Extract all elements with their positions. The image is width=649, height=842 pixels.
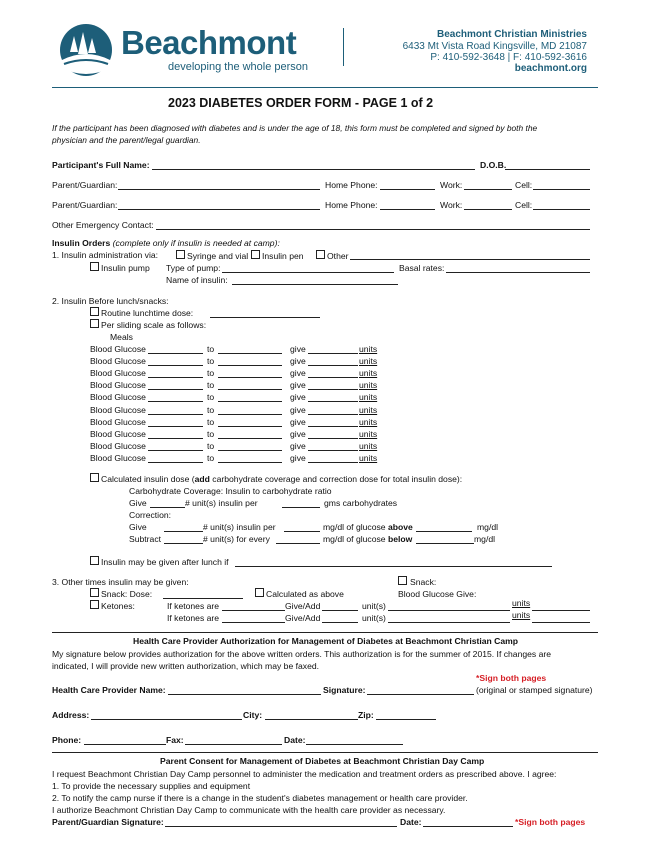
bg-give-label: give: [290, 416, 306, 427]
bg-give-label: give: [290, 440, 306, 451]
bg-to-field[interactable]: [218, 365, 282, 366]
bg-units-field[interactable]: [308, 462, 358, 463]
bg-label: Blood Glucose: [90, 368, 146, 379]
ketone-right-tail-field[interactable]: [532, 610, 590, 611]
bg-to-label: to: [207, 404, 215, 415]
bg-to-field[interactable]: [218, 389, 282, 390]
carb-give-label: Give: [129, 498, 147, 508]
carb-coverage-label: Carbohydrate Coverage: Insulin to carbohydrate ratio: [129, 486, 332, 496]
bg-give-label: give: [290, 368, 306, 379]
bg-units-field[interactable]: [308, 377, 358, 378]
provider-section-rule: [52, 632, 598, 633]
routine-field[interactable]: [210, 317, 320, 318]
address-label: Address:: [52, 710, 90, 720]
bg-to-field[interactable]: [218, 353, 282, 354]
calc-above-label: Calculated as above: [266, 589, 344, 599]
bg-give-label: give: [290, 452, 306, 463]
beachmont-logo-icon: [56, 22, 116, 78]
ketone-units-label: unit(s): [362, 613, 386, 623]
parent-text-1: I request Beachmont Christian Day Camp personnel to administer the medication and treatment orders as prescribed above. I agree:: [52, 769, 557, 779]
work-field-1[interactable]: [464, 189, 512, 190]
home-phone-field-1[interactable]: [380, 189, 435, 190]
bg-units-field[interactable]: [308, 401, 358, 402]
cell-field-2[interactable]: [533, 209, 590, 210]
bg-to-label: to: [207, 428, 215, 439]
corr-below-value-field[interactable]: [416, 543, 474, 544]
bg-to-field[interactable]: [218, 377, 282, 378]
pump-label: Insulin pump: [101, 263, 150, 273]
parent-date-field[interactable]: [423, 826, 513, 827]
calc-above-checkbox[interactable]: [255, 588, 264, 597]
insulin-name-label: Name of insulin:: [166, 275, 228, 285]
work-field-2[interactable]: [464, 209, 512, 210]
syringe-checkbox[interactable]: [176, 250, 185, 259]
parent-item-1: 1. To provide the necessary supplies and equipment: [52, 781, 251, 791]
after-lunch-field[interactable]: [235, 566, 552, 567]
bg-units-field[interactable]: [308, 414, 358, 415]
city-field[interactable]: [265, 719, 358, 720]
for-every-label: # unit(s) for every: [203, 534, 270, 544]
fax-label: Fax:: [166, 735, 184, 745]
bg-from-field[interactable]: [148, 353, 203, 354]
logo-wordmark: Beachmont: [121, 24, 297, 61]
corr-insulin-per-label: # unit(s) insulin per: [203, 522, 276, 532]
snack-dose-checkbox[interactable]: [90, 588, 99, 597]
corr-above-pre: mg/dl of glucose: [323, 522, 388, 532]
bg-to-field[interactable]: [218, 450, 282, 451]
provider-name-label: Health Care Provider Name:: [52, 685, 166, 695]
provider-text-2: indicated, I will provide new written authorization, which may be faxed.: [52, 661, 320, 671]
bg-units-field[interactable]: [308, 389, 358, 390]
org-address: 6433 Mt Vista Road Kingsville, MD 21087: [402, 41, 587, 52]
snack-dose-label: Snack: Dose:: [101, 589, 153, 599]
bg-give-label: give: [290, 404, 306, 415]
corr-below-label: [323, 534, 412, 544]
provider-text-1: My signature below provides authorization for the above written orders. This authorization is for the summer of 2015. If changes are: [52, 649, 552, 659]
bg-label: Blood Glucose: [90, 344, 146, 354]
provider-name-field[interactable]: [168, 694, 321, 695]
bg-label: Blood Glucose: [90, 452, 146, 463]
corr-above-glucose-field[interactable]: [284, 531, 320, 532]
snack-bg-give-label: Blood Glucose Give:: [398, 589, 477, 599]
admin-label: 1. Insulin administration via:: [52, 250, 159, 260]
ketone-units-field[interactable]: [322, 610, 358, 611]
pen-label: Insulin pen: [262, 251, 304, 261]
org-website: beachmont.org: [514, 63, 587, 74]
address-field[interactable]: [91, 719, 242, 720]
corr-give-units-field[interactable]: [164, 531, 203, 532]
bg-to-field[interactable]: [218, 414, 282, 415]
home-phone-field-2[interactable]: [380, 209, 435, 210]
bg-to-label: to: [207, 392, 215, 403]
header-divider: [343, 28, 344, 66]
other-field[interactable]: [350, 259, 590, 260]
bg-give-label: give: [290, 392, 306, 403]
emergency-field[interactable]: [156, 229, 590, 230]
other-checkbox[interactable]: [316, 250, 325, 259]
subtract-units-field[interactable]: [164, 543, 203, 544]
after-lunch-checkbox[interactable]: [90, 556, 99, 565]
ketone-units-field[interactable]: [322, 622, 358, 623]
bg-from-field[interactable]: [148, 401, 203, 402]
give-add-label: Give/Add: [285, 613, 321, 623]
basal-label: Basal rates:: [399, 263, 445, 273]
dob-field[interactable]: [505, 169, 590, 170]
corr-below-pre: mg/dl of glucose: [323, 534, 388, 544]
basal-field[interactable]: [446, 272, 590, 273]
pen-checkbox[interactable]: [251, 250, 260, 259]
bg-to-field[interactable]: [218, 438, 282, 439]
ketone-right-field[interactable]: [398, 622, 510, 623]
bg-to-label: to: [207, 440, 215, 451]
bg-to-label: to: [207, 416, 215, 427]
calc-label-post: carbohydrate coverage and correction dose for total insulin dose):: [209, 474, 463, 484]
cell-label-2: Cell:: [515, 200, 533, 210]
if-ketones-label: If ketones are: [167, 601, 220, 611]
home-phone-label-2: Home Phone:: [325, 200, 378, 210]
orig-stamp-note: (original or stamped signature): [476, 685, 593, 695]
snack-right-checkbox[interactable]: [398, 576, 407, 585]
if-ketones-label: If ketones are: [167, 613, 220, 623]
corr-above-label: [323, 522, 413, 532]
give-add-label: Give/Add: [285, 601, 321, 611]
corr-above-word: above: [387, 522, 413, 532]
parent-signature-label: Parent/Guardian Signature:: [52, 817, 164, 827]
header-rule: [52, 87, 598, 88]
org-name: Beachmont Christian Ministries: [436, 29, 587, 40]
sliding-checkbox[interactable]: [90, 319, 99, 328]
bg-units-label: units: [359, 404, 378, 415]
bg-label: Blood Glucose: [90, 404, 146, 415]
pump-type-label: Type of pump:: [166, 263, 221, 273]
bg-give-label: give: [290, 380, 306, 391]
carb-units-per-label: # unit(s) insulin per: [185, 498, 258, 508]
guardian-label-1: Parent/Guardian:: [52, 180, 118, 190]
zip-field[interactable]: [376, 719, 436, 720]
tagline: developing the whole person: [168, 61, 309, 73]
meals-label: Meals: [110, 332, 133, 342]
guardian-label-2: Parent/Guardian:: [52, 200, 118, 210]
calc-label-pre: Calculated insulin dose (: [101, 474, 195, 484]
bg-units-field[interactable]: [308, 438, 358, 439]
phone-field[interactable]: [84, 744, 166, 745]
corr-above-value-field[interactable]: [416, 531, 472, 532]
bg-label: Blood Glucose: [90, 392, 146, 403]
bg-from-field[interactable]: [148, 414, 203, 415]
insulin-name-field[interactable]: [232, 284, 398, 285]
carb-grams-field[interactable]: [282, 507, 320, 508]
insulin-heading-note: (complete only if insulin is needed at camp):: [112, 238, 280, 248]
bg-units-label: units: [359, 392, 378, 403]
subtract-label: Subtract: [129, 534, 162, 544]
parent-heading: Parent Consent for Management of Diabetes at Beachmont Christian Day Camp: [160, 756, 485, 766]
ketone-right-tail-field[interactable]: [532, 622, 590, 623]
provider-date-field[interactable]: [306, 744, 403, 745]
bg-from-field[interactable]: [148, 438, 203, 439]
bg-units-field[interactable]: [308, 365, 358, 366]
bg-units-label: units: [359, 356, 378, 367]
bg-units-field[interactable]: [308, 450, 358, 451]
ketones-checkbox[interactable]: [90, 600, 99, 609]
provider-date-label: Date:: [284, 735, 306, 745]
ketone-right-units: units: [512, 610, 531, 620]
parent-sign-both: *Sign both pages: [515, 817, 586, 827]
other-label: Other: [327, 251, 349, 261]
bg-from-field[interactable]: [148, 389, 203, 390]
routine-checkbox[interactable]: [90, 307, 99, 316]
cell-field-1[interactable]: [533, 189, 590, 190]
home-phone-label-1: Home Phone:: [325, 180, 378, 190]
bg-units-field[interactable]: [308, 426, 358, 427]
emergency-label: Other Emergency Contact:: [52, 220, 154, 230]
bg-to-label: to: [207, 356, 215, 367]
bg-label: Blood Glucose: [90, 380, 146, 391]
bg-to-field[interactable]: [218, 426, 282, 427]
corr-give-label: Give: [129, 522, 147, 532]
guardian-field-1[interactable]: [118, 189, 320, 190]
city-label: City:: [243, 710, 263, 720]
bg-units-label: units: [359, 416, 378, 427]
ketone-extra-field[interactable]: [388, 622, 398, 623]
insulin-heading-row: [52, 238, 280, 248]
phone-label: Phone:: [52, 735, 82, 745]
bg-to-label: to: [207, 344, 215, 354]
pump-type-field[interactable]: [222, 272, 394, 273]
insulin-heading: Insulin Orders: [52, 238, 111, 248]
intro-line-2: physician and the parent/legal guardian.: [52, 135, 201, 145]
bg-label: Blood Glucose: [90, 416, 146, 427]
ketone-level-field[interactable]: [222, 610, 285, 611]
provider-heading: Health Care Provider Authorization for Management of Diabetes at Beachmont Christian Camp: [133, 636, 519, 646]
ketone-units-label: unit(s): [362, 601, 386, 611]
bg-units-label: units: [359, 344, 378, 354]
provider-signature-label: Signature:: [323, 685, 366, 695]
bg-from-field[interactable]: [148, 462, 203, 463]
bg-from-field[interactable]: [148, 377, 203, 378]
ketone-level-field[interactable]: [222, 622, 285, 623]
calc-checkbox[interactable]: [90, 473, 99, 482]
bg-units-label: units: [359, 452, 378, 463]
bg-to-label: to: [207, 452, 215, 463]
bg-to-field[interactable]: [218, 462, 282, 463]
cell-label-1: Cell:: [515, 180, 533, 190]
bg-to-label: to: [207, 368, 215, 379]
participant-name-field[interactable]: [152, 169, 475, 170]
bg-label: Blood Glucose: [90, 428, 146, 439]
zip-label: Zip:: [358, 710, 374, 720]
parent-item-2: 2. To notify the camp nurse if there is a change in the student's diabetes management or health care provider.: [52, 793, 468, 803]
parent-text-3: I authorize Beachmont Christian Day Camp to communicate with the health care provider as necessary.: [52, 805, 446, 815]
pump-checkbox[interactable]: [90, 262, 99, 271]
form-title: 2023 DIABETES ORDER FORM - PAGE 1 of 2: [168, 96, 434, 110]
snack-dose-field[interactable]: [163, 598, 243, 599]
fax-field[interactable]: [185, 744, 282, 745]
routine-label: Routine lunchtime dose:: [101, 308, 194, 318]
carb-units-field[interactable]: [150, 507, 185, 508]
bg-label: Blood Glucose: [90, 356, 146, 367]
bg-give-label: give: [290, 428, 306, 439]
subtract-glucose-field[interactable]: [276, 543, 320, 544]
bg-from-field[interactable]: [148, 426, 203, 427]
work-label-2: Work:: [440, 200, 463, 210]
guardian-field-2[interactable]: [118, 209, 320, 210]
org-phones: P: 410-592-3648 | F: 410-592-3616: [430, 52, 587, 63]
calc-label: [101, 474, 462, 484]
correction-label: Correction:: [129, 510, 172, 520]
ketones-label: Ketones:: [101, 601, 135, 611]
provider-sign-both: *Sign both pages: [476, 673, 547, 683]
corr-below-word: below: [387, 534, 413, 544]
parent-date-label: Date:: [400, 817, 422, 827]
gms-carbs-label: gms carbohydrates: [324, 498, 398, 508]
syringe-label: Syringe and vial: [187, 251, 249, 261]
ketone-right-field[interactable]: [398, 610, 510, 611]
other-times-label: 3. Other times insulin may be given:: [52, 577, 189, 587]
intro-line-1: If the participant has been diagnosed with diabetes and is under the age of 18, this form must be completed and signed by both the: [52, 123, 538, 133]
work-label-1: Work:: [440, 180, 463, 190]
bg-give-label: give: [290, 344, 306, 354]
participant-name-label: Participant's Full Name:: [52, 160, 150, 170]
bg-units-label: units: [359, 440, 378, 451]
bg-to-label: to: [207, 380, 215, 391]
corr-below-unit: mg/dl: [474, 534, 496, 544]
ketone-extra-field[interactable]: [388, 610, 398, 611]
calc-label-add: add: [194, 474, 210, 484]
bg-units-label: units: [359, 368, 378, 379]
sliding-label: Per sliding scale as follows:: [101, 320, 207, 330]
before-lunch-label: 2. Insulin Before lunch/snacks:: [52, 296, 169, 306]
bg-units-field[interactable]: [308, 353, 358, 354]
dob-label: D.O.B.: [480, 160, 507, 170]
provider-signature-field[interactable]: [367, 694, 474, 695]
bg-label: Blood Glucose: [90, 440, 146, 451]
parent-section-rule: [52, 752, 598, 753]
bg-units-label: units: [359, 380, 378, 391]
bg-from-field[interactable]: [148, 365, 203, 366]
ketone-right-units: units: [512, 598, 531, 608]
snack-right-label: Snack:: [410, 577, 437, 587]
bg-units-label: units: [359, 428, 378, 439]
bg-to-field[interactable]: [218, 401, 282, 402]
bg-from-field[interactable]: [148, 450, 203, 451]
corr-above-unit: mg/dl: [477, 522, 499, 532]
bg-give-label: give: [290, 356, 306, 367]
parent-signature-field[interactable]: [165, 826, 397, 827]
after-lunch-label: Insulin may be given after lunch if: [101, 557, 229, 567]
